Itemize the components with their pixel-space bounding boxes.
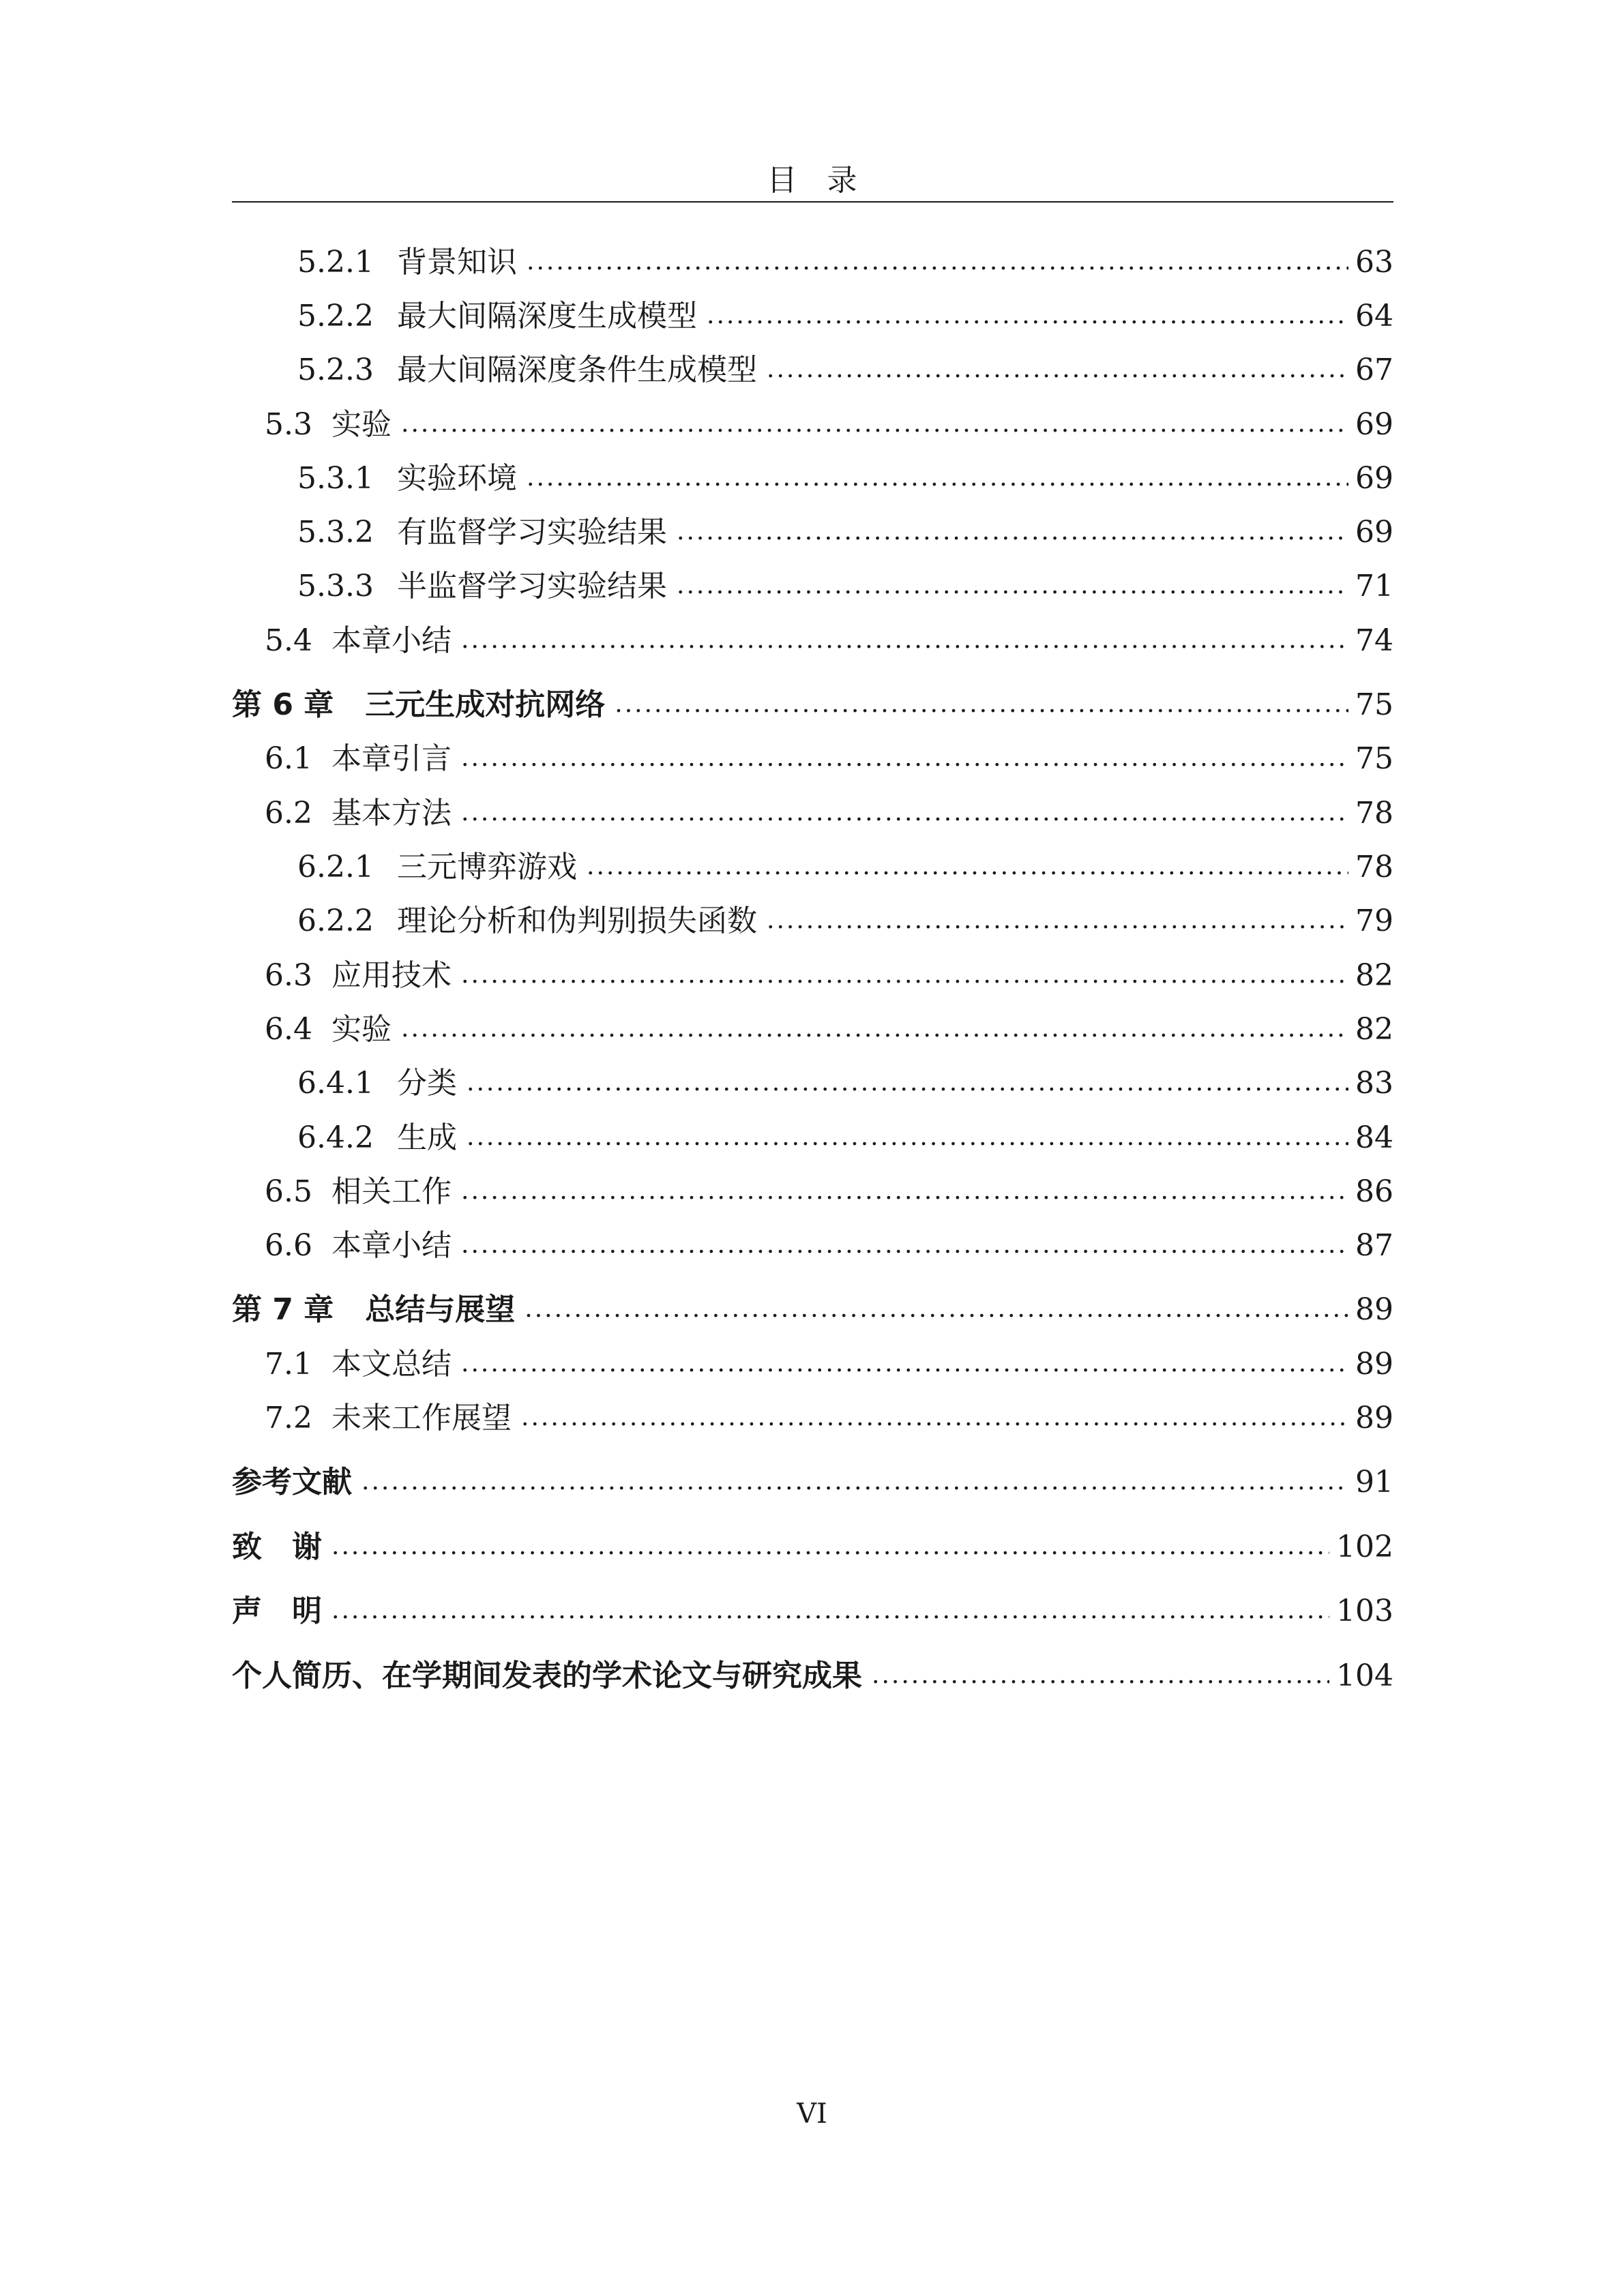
toc-entry-page: 69: [1355, 407, 1393, 442]
toc-entry-page: 104: [1336, 1658, 1393, 1693]
toc-entry[interactable]: [232, 685, 1393, 726]
toc-entry-page: 78: [1355, 796, 1393, 831]
toc-entry-title: 有监督学习实验结果: [397, 515, 667, 550]
toc-entry-page: 83: [1355, 1066, 1393, 1101]
toc-entry-page: 63: [1355, 245, 1393, 280]
toc-entry-title: 分类: [397, 1066, 457, 1101]
toc-entry-title: 本章引言: [331, 741, 452, 776]
toc-entry-page: 91: [1355, 1465, 1393, 1500]
toc-entry[interactable]: [232, 955, 1393, 996]
toc-entry-page: 87: [1355, 1228, 1393, 1263]
toc-entry-title: 应用技术: [331, 958, 452, 993]
toc-entry-page: 82: [1355, 958, 1393, 993]
toc-entry[interactable]: [232, 512, 1393, 553]
toc-entry-page: 71: [1355, 569, 1393, 603]
toc-entry-number: 第 6 章: [232, 687, 334, 722]
toc-entry-page: 89: [1355, 1292, 1393, 1327]
toc-entry-number: 6.1: [265, 741, 312, 776]
toc-entry[interactable]: [232, 1118, 1393, 1159]
toc-entry-title: 实验: [331, 407, 392, 442]
toc-entry-number: 6.4.1: [297, 1066, 374, 1101]
dot-leader: [677, 517, 1348, 547]
toc-entry[interactable]: [232, 1527, 1393, 1568]
dot-leader: [587, 852, 1348, 882]
toc-entry-title: 理论分析和伪判别损失函数: [397, 904, 757, 938]
toc-entry-number: 6.2.2: [297, 904, 374, 938]
toc-entry-page: 86: [1355, 1174, 1393, 1209]
toc-entry[interactable]: [232, 1172, 1393, 1212]
toc-entry-title: 三元生成对抗网络: [365, 687, 606, 722]
toc-entry[interactable]: [232, 242, 1393, 283]
toc-entry-page: 79: [1355, 904, 1393, 938]
toc-entry-page: 89: [1355, 1347, 1393, 1382]
dot-leader: [467, 1122, 1348, 1152]
dot-leader: [461, 1349, 1348, 1379]
toc-entry-title: 本章小结: [331, 1228, 452, 1263]
toc-entry-page: 75: [1355, 687, 1393, 722]
dot-leader: [677, 571, 1348, 601]
toc-entry-number: 6.4: [265, 1012, 312, 1047]
toc-entry-number: 6.4.2: [297, 1120, 374, 1155]
dot-leader: [615, 689, 1348, 719]
toc-entry-number: 7.2: [265, 1401, 312, 1435]
toc-entry-number: 7.1: [265, 1347, 312, 1382]
toc-entry-title: 本章小结: [331, 623, 452, 658]
dot-leader: [707, 301, 1348, 331]
toc-entry-number: 第 7 章: [232, 1292, 334, 1327]
toc-entry-number: 6.5: [265, 1174, 312, 1209]
toc-entry-number: 6.6: [265, 1228, 312, 1263]
toc-entry[interactable]: [232, 1344, 1393, 1385]
dot-leader: [527, 463, 1348, 493]
dot-leader: [872, 1660, 1329, 1690]
toc-entry[interactable]: [232, 1289, 1393, 1330]
toc-entry[interactable]: [232, 739, 1393, 779]
toc-entry-page: 67: [1355, 353, 1393, 387]
toc-entry-page: 82: [1355, 1012, 1393, 1047]
toc-entry[interactable]: [232, 296, 1393, 337]
toc-entry-title: 实验: [331, 1012, 392, 1047]
toc-entry-title: 相关工作: [331, 1174, 452, 1209]
dot-leader: [525, 1294, 1348, 1324]
toc-entry-page: 78: [1355, 850, 1393, 884]
toc-entry[interactable]: [232, 1009, 1393, 1050]
dot-leader: [401, 1014, 1348, 1044]
toc-entry[interactable]: [232, 621, 1393, 661]
toc-entry-page: 64: [1355, 299, 1393, 333]
toc-entry-title: 本文总结: [331, 1347, 452, 1382]
toc-entry-title: 半监督学习实验结果: [397, 569, 667, 603]
toc-entry-page: 102: [1336, 1530, 1393, 1564]
dot-leader: [767, 906, 1348, 936]
toc-entry[interactable]: [232, 1462, 1393, 1503]
page-header-title: 目 录: [767, 163, 857, 198]
toc-entry-page: 89: [1355, 1401, 1393, 1435]
toc-entry[interactable]: [232, 1225, 1393, 1266]
toc-entry[interactable]: [232, 566, 1393, 607]
toc-entry-title: 总结与展望: [365, 1292, 516, 1327]
dot-leader: [461, 798, 1348, 828]
toc-entry[interactable]: [232, 1591, 1393, 1632]
toc-entry-number: 5.2.3: [297, 353, 374, 387]
dot-leader: [521, 1403, 1348, 1433]
toc-entry-title: 最大间隔深度条件生成模型: [397, 353, 757, 387]
toc-entry-number: 6.2.1: [297, 850, 374, 884]
toc-entry-title: 最大间隔深度生成模型: [397, 299, 697, 333]
toc-entry[interactable]: [232, 350, 1393, 391]
dot-leader: [331, 1532, 1329, 1562]
dot-leader: [401, 409, 1348, 439]
toc-entry-number: 5.3.1: [297, 461, 374, 496]
toc-entry[interactable]: [232, 458, 1393, 499]
toc-entry-page: 74: [1355, 623, 1393, 658]
toc-entry-number: 5.2.1: [297, 245, 374, 280]
toc-entry-page: 103: [1336, 1594, 1393, 1628]
toc-entry[interactable]: [232, 901, 1393, 942]
toc-entry-number: 5.3.2: [297, 515, 374, 550]
dot-leader: [361, 1467, 1348, 1497]
toc-entry-number: 5.2.2: [297, 299, 374, 333]
toc-entry-number: 5.3.3: [297, 569, 374, 603]
toc-entry-title: 个人简历、在学期间发表的学术论文与研究成果: [232, 1658, 862, 1693]
toc-entry-number: 6.3: [265, 958, 312, 993]
toc-entry-title: 致 谢: [232, 1530, 322, 1564]
toc-entry-page: 75: [1355, 741, 1393, 776]
toc-entry[interactable]: [232, 1656, 1393, 1697]
toc-entry[interactable]: [232, 847, 1393, 888]
toc-entry-number: 5.3: [265, 407, 312, 442]
dot-leader: [767, 355, 1348, 385]
toc-entry-page: 69: [1355, 515, 1393, 550]
toc-entry-page: 69: [1355, 461, 1393, 496]
page-number: VI: [797, 2098, 827, 2130]
toc-entry[interactable]: [232, 793, 1393, 834]
toc-entry[interactable]: [232, 404, 1393, 445]
toc-entry-title: 背景知识: [397, 245, 517, 280]
toc-entry-number: 5.4: [265, 623, 312, 658]
dot-leader: [461, 1176, 1348, 1206]
dot-leader: [331, 1596, 1329, 1626]
toc-entry-title: 三元博弈游戏: [397, 850, 577, 884]
toc-entry-number: 6.2: [265, 796, 312, 831]
dot-leader: [461, 1230, 1348, 1260]
toc-entry-title: 实验环境: [397, 461, 517, 496]
toc-entry-page: 84: [1355, 1120, 1393, 1155]
toc-entry[interactable]: [232, 1398, 1393, 1439]
toc-entry[interactable]: [232, 1063, 1393, 1104]
dot-leader: [467, 1068, 1348, 1098]
dot-leader: [461, 960, 1348, 990]
dot-leader: [527, 247, 1348, 277]
toc-entry-title: 基本方法: [331, 796, 452, 831]
toc-entry-title: 参考文献: [232, 1465, 352, 1500]
toc-entry-title: 未来工作展望: [331, 1401, 512, 1435]
dot-leader: [461, 625, 1348, 655]
dot-leader: [461, 743, 1348, 773]
toc-entry-title: 生成: [397, 1120, 457, 1155]
toc-entry-title: 声 明: [232, 1594, 322, 1628]
